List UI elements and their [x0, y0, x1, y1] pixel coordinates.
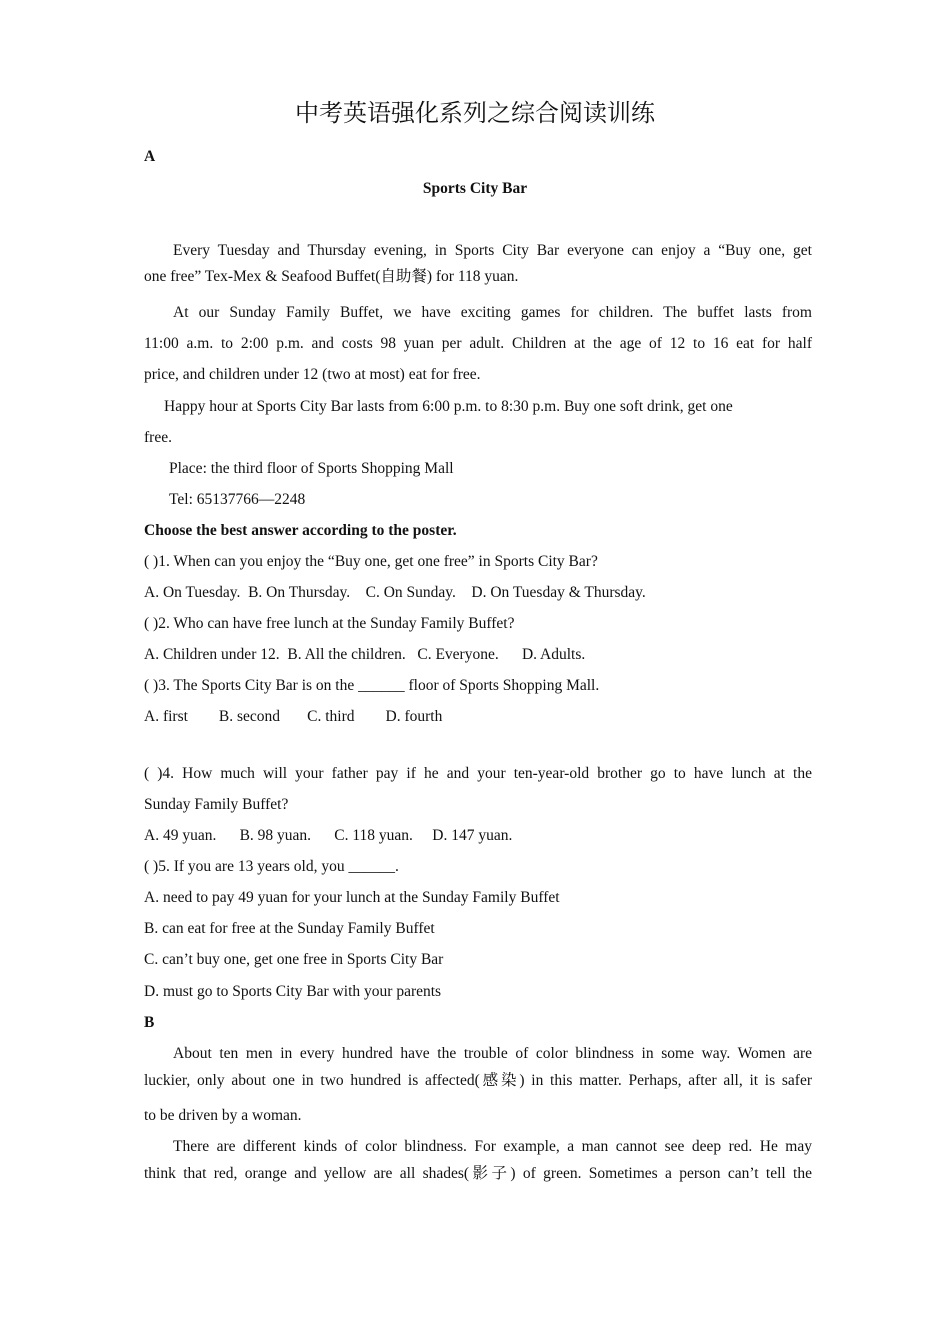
- question-4-options: A. 49 yuan. B. 98 yuan. C. 118 yuan. D. 147 yuan.: [144, 827, 513, 844]
- question-3-stem: ( )3. The Sports City Bar is on the ______ floor of Sports Shopping Mall.: [144, 677, 600, 694]
- question-2-stem: ( )2. Who can have free lunch at the Sunday Family Buffet?: [144, 615, 515, 632]
- question-4-stem-line-2: Sunday Family Buffet?: [144, 796, 289, 813]
- page-title: 中考英语强化系列之综合阅读训练: [295, 99, 655, 127]
- question-5-stem: ( )5. If you are 13 years old, you ______.: [144, 858, 399, 875]
- question-4-stem-line-1: ( )4. How much will your father pay if he and your ten-year-old brother go to have lunch at the: [144, 765, 812, 782]
- b-paragraph-1-line-1: About ten men in every hundred have the trouble of color blindness in some way. Women are: [173, 1045, 812, 1062]
- question-3-options: A. first B. second C. third D. fourth: [144, 708, 443, 725]
- question-5-option-a: A. need to pay 49 yuan for your lunch at the Sunday Family Buffet: [144, 889, 560, 906]
- instruction: Choose the best answer according to the poster.: [144, 522, 457, 539]
- b-paragraph-2-line-2: think that red, orange and yellow are all shades(影子) of green. Sometimes a person can’t tell the: [144, 1165, 812, 1182]
- b-paragraph-1-line-3: to be driven by a woman.: [144, 1107, 302, 1124]
- question-5-option-d: D. must go to Sports City Bar with your parents: [144, 983, 442, 1000]
- paragraph-1-line-1: Every Tuesday and Thursday evening, in Sports City Bar everyone can enjoy a “Buy one, get: [173, 242, 812, 259]
- paragraph-2-line-2: 11:00 a.m. to 2:00 p.m. and costs 98 yuan per adult. Children at the age of 12 to 16 eat for half: [144, 335, 812, 352]
- paragraph-2-line-3: price, and children under 12 (two at most) eat for free.: [144, 366, 481, 383]
- section-b-label: B: [144, 1014, 155, 1031]
- b-paragraph-1-line-2: luckier, only about one in two hundred is affected(感染) in this matter. Perhaps, after all, it is safer: [144, 1072, 812, 1089]
- place-info: Place: the third floor of Sports Shopping Mall: [169, 460, 454, 477]
- question-5-option-c: C. can’t buy one, get one free in Sports City Bar: [144, 951, 444, 968]
- passage-heading: Sports City Bar: [422, 180, 528, 197]
- tel-info: Tel: 65137766—2248: [169, 491, 306, 508]
- paragraph-2-line-1: At our Sunday Family Buffet, we have exciting games for children. The buffet lasts from: [173, 304, 812, 321]
- question-2-options: A. Children under 12. B. All the children. C. Everyone. D. Adults.: [144, 646, 586, 663]
- question-1-stem: ( )1. When can you enjoy the “Buy one, get one free” in Sports City Bar?: [144, 553, 598, 570]
- paragraph-3-line-2: free.: [144, 429, 172, 446]
- question-1-options: A. On Tuesday. B. On Thursday. C. On Sunday. D. On Tuesday & Thursday.: [144, 584, 646, 601]
- section-a-label: A: [144, 148, 156, 165]
- paragraph-1-line-2: one free” Tex-Mex & Seafood Buffet(自助餐) for 118 yuan.: [144, 268, 519, 285]
- question-5-option-b: B. can eat for free at the Sunday Family Buffet: [144, 920, 435, 937]
- b-paragraph-2-line-1: There are different kinds of color blindness. For example, a man cannot see deep red. He may: [173, 1138, 812, 1155]
- paragraph-3-line-1: Happy hour at Sports City Bar lasts from 6:00 p.m. to 8:30 p.m. Buy one soft drink, get one: [164, 398, 733, 415]
